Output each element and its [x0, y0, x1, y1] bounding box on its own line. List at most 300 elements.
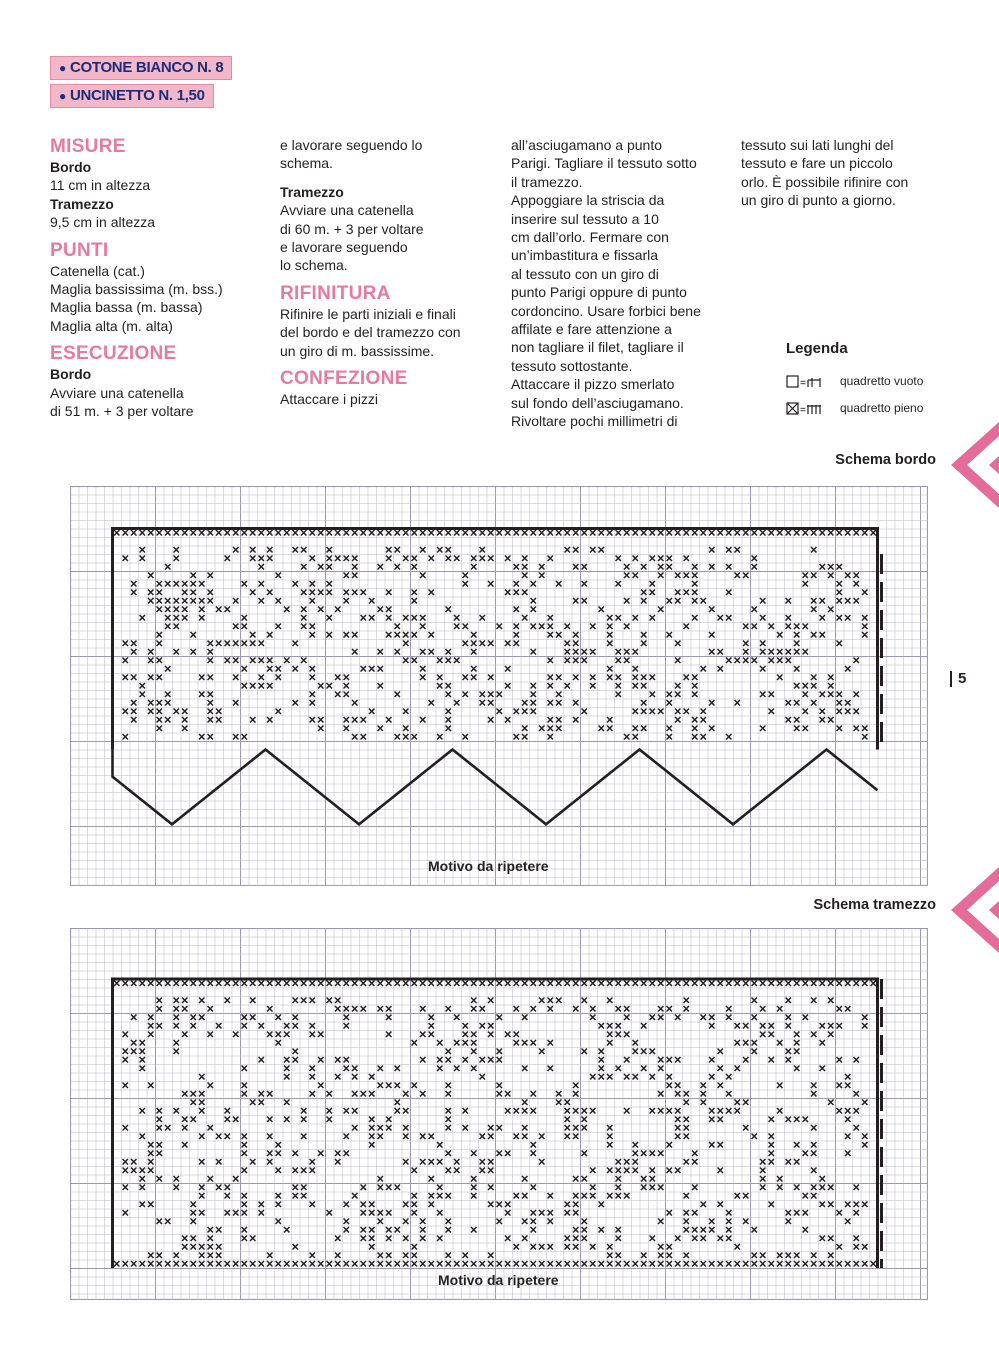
stitch-mark — [828, 717, 833, 722]
stitch-mark — [667, 1006, 672, 1011]
stitch-mark — [531, 649, 536, 654]
stitch-mark — [505, 717, 510, 722]
stitch-mark — [522, 556, 527, 561]
stitch-mark — [522, 981, 527, 986]
stitch-mark — [310, 700, 315, 705]
stitch-mark — [607, 615, 612, 620]
stitch-mark — [259, 683, 264, 688]
stitch-mark — [760, 1006, 765, 1011]
stitch-mark — [539, 1134, 544, 1139]
stitch-mark — [786, 598, 791, 603]
stitch-mark — [480, 641, 485, 646]
stitch-mark — [395, 1261, 400, 1266]
stitch-mark — [556, 1091, 561, 1096]
stitch-mark — [828, 1100, 833, 1105]
stitch-mark — [794, 726, 799, 731]
stitch-mark — [701, 530, 706, 535]
stitch-mark — [505, 1261, 510, 1266]
stitch-mark — [650, 590, 655, 595]
stitch-mark — [471, 530, 476, 535]
stitch-mark — [191, 632, 196, 637]
stitch-mark — [709, 1108, 714, 1113]
stitch-mark — [616, 1176, 621, 1181]
text-line: Appoggiare la striscia da — [511, 192, 665, 209]
stitch-mark — [369, 1125, 374, 1130]
stitch-mark — [369, 1244, 374, 1249]
stitch-mark — [259, 564, 264, 569]
stitch-mark — [446, 607, 451, 612]
stitch-mark — [403, 1159, 408, 1164]
stitch-mark — [641, 1151, 646, 1156]
stitch-mark — [658, 607, 663, 612]
stitch-mark — [794, 717, 799, 722]
stitch-mark — [131, 717, 136, 722]
stitch-mark — [828, 981, 833, 986]
stitch-mark — [624, 573, 629, 578]
stitch-mark — [582, 1193, 587, 1198]
stitch-mark — [335, 556, 340, 561]
stitch-mark — [310, 998, 315, 1003]
stitch-mark — [216, 717, 221, 722]
stitch-mark — [862, 624, 867, 629]
stitch-mark — [684, 1219, 689, 1224]
stitch-mark — [446, 547, 451, 552]
stitch-mark — [310, 581, 315, 586]
stitch-mark — [259, 1091, 264, 1096]
stitch-mark — [182, 598, 187, 603]
stitch-mark — [395, 530, 400, 535]
stitch-mark — [811, 1261, 816, 1266]
stitch-mark — [310, 666, 315, 671]
stitch-mark — [378, 564, 383, 569]
stitch-mark — [769, 1151, 774, 1156]
stitch-mark — [378, 530, 383, 535]
stitch-mark — [352, 981, 357, 986]
stitch-mark — [641, 641, 646, 646]
stitch-mark — [352, 556, 357, 561]
stitch-mark — [658, 1219, 663, 1224]
stitch-mark — [650, 1168, 655, 1173]
stitch-mark — [403, 1261, 408, 1266]
stitch-mark — [769, 1202, 774, 1207]
stitch-mark — [811, 1253, 816, 1258]
legend-empty — [786, 374, 956, 390]
stitch-mark — [616, 556, 621, 561]
stitch-mark — [539, 981, 544, 986]
stitch-mark — [488, 1253, 493, 1258]
stitch-mark — [803, 581, 808, 586]
stitch-mark — [140, 981, 145, 986]
stitch-mark — [854, 658, 859, 663]
stitch-mark — [386, 1210, 391, 1215]
stitch-mark — [514, 530, 519, 535]
stitch-mark — [471, 998, 476, 1003]
stitch-mark — [539, 624, 544, 629]
stitch-mark — [191, 1091, 196, 1096]
stitch-mark — [199, 1074, 204, 1079]
stitch-mark — [769, 981, 774, 986]
stitch-mark — [582, 981, 587, 986]
stitch-mark — [684, 1210, 689, 1215]
stitch-mark — [191, 1015, 196, 1020]
stitch-mark — [395, 692, 400, 697]
stitch-mark — [335, 1006, 340, 1011]
stitch-mark — [344, 1219, 349, 1224]
stitch-mark — [565, 1117, 570, 1122]
stitch-mark — [633, 573, 638, 578]
stitch-mark — [293, 641, 298, 646]
stitch-mark — [454, 1066, 459, 1071]
stitch-mark — [140, 556, 145, 561]
stitch-mark — [497, 1219, 502, 1224]
stitch-mark — [743, 649, 748, 654]
stitch-mark — [403, 981, 408, 986]
stitch-mark — [412, 598, 417, 603]
stitch-mark — [463, 573, 468, 578]
stitch-mark — [650, 1261, 655, 1266]
text-line: sul fondo dell’asciugamano. — [511, 394, 684, 411]
stitch-mark — [165, 692, 170, 697]
stitch-mark — [633, 530, 638, 535]
chevron-decoration-icon — [943, 867, 999, 953]
stitch-mark — [760, 1261, 765, 1266]
stitch-mark — [811, 998, 816, 1003]
text-line: Attaccare i pizzi — [280, 391, 379, 408]
stitch-mark — [522, 1134, 527, 1139]
stitch-mark — [684, 1261, 689, 1266]
stitch-mark — [157, 658, 162, 663]
stitch-mark — [769, 1032, 774, 1037]
stitch-mark — [301, 1261, 306, 1266]
stitch-mark — [871, 530, 876, 535]
stitch-mark — [446, 1193, 451, 1198]
stitch-mark — [471, 1261, 476, 1266]
column-1 — [50, 136, 270, 420]
stitch-mark — [488, 1125, 493, 1130]
stitch-mark — [769, 1023, 774, 1028]
stitch-mark — [369, 709, 374, 714]
stitch-mark — [191, 598, 196, 603]
stitch-mark — [327, 1108, 332, 1113]
stitch-mark — [735, 700, 740, 705]
stitch-mark — [386, 590, 391, 595]
stitch-mark — [327, 998, 332, 1003]
stitch-mark — [505, 1210, 510, 1215]
stitch-mark — [208, 675, 213, 680]
stitch-mark — [726, 1210, 731, 1215]
stitch-mark — [437, 530, 442, 535]
stitch-mark — [726, 564, 731, 569]
stitch-mark — [505, 1202, 510, 1207]
stitch-mark — [514, 709, 519, 714]
stitch-mark — [327, 615, 332, 620]
stitch-mark — [284, 1023, 289, 1028]
stitch-mark — [335, 981, 340, 986]
text-line: cm dall’orlo. Fermare con — [511, 229, 669, 246]
stitch-mark — [786, 649, 791, 654]
stitch-mark — [199, 581, 204, 586]
stitch-mark — [820, 598, 825, 603]
stitch-mark — [488, 556, 493, 561]
stitch-mark — [752, 1134, 757, 1139]
stitch-mark — [157, 1151, 162, 1156]
stitch-mark — [548, 1210, 553, 1215]
stitch-mark — [531, 1006, 536, 1011]
stitch-mark — [607, 1125, 612, 1130]
stitch-mark — [233, 1117, 238, 1122]
stitch-mark — [505, 1108, 510, 1113]
stitch-mark — [378, 1134, 383, 1139]
stitch-mark — [590, 675, 595, 680]
stitch-mark — [208, 717, 213, 722]
stitch-mark — [718, 666, 723, 671]
stitch-mark — [344, 573, 349, 578]
stitch-mark — [607, 624, 612, 629]
stitch-mark — [446, 692, 451, 697]
heading-punti: PUNTI — [50, 239, 109, 261]
stitch-mark — [420, 530, 425, 535]
stitch-mark — [395, 1083, 400, 1088]
stitch-mark — [565, 1202, 570, 1207]
stitch-mark — [471, 1032, 476, 1037]
tag-uncinetto-label: UNCINETTO N. 1,50 — [69, 87, 205, 104]
stitch-mark — [658, 1108, 663, 1113]
stitch-mark — [242, 1210, 247, 1215]
stitch-mark — [165, 1261, 170, 1266]
stitch-mark — [709, 1057, 714, 1062]
stitch-mark — [233, 1261, 238, 1266]
stitch-mark — [174, 615, 179, 620]
stitch-mark — [148, 1151, 153, 1156]
stitch-mark — [276, 598, 281, 603]
stitch-mark — [242, 1168, 247, 1173]
stitch-mark — [412, 1244, 417, 1249]
stitch-mark — [157, 981, 162, 986]
stitch-mark — [539, 564, 544, 569]
stitch-mark — [437, 1040, 442, 1045]
stitch-mark — [446, 1083, 451, 1088]
stitch-mark — [463, 1261, 468, 1266]
stitch-mark — [310, 717, 315, 722]
stitch-mark — [845, 1151, 850, 1156]
stitch-mark — [276, 1261, 281, 1266]
stitch-mark — [276, 1015, 281, 1020]
stitch-mark — [157, 717, 162, 722]
stitch-mark — [845, 1074, 850, 1079]
stitch-mark — [811, 1083, 816, 1088]
stitch-mark — [650, 1108, 655, 1113]
stitch-mark — [854, 530, 859, 535]
stitch-mark — [267, 683, 272, 688]
stitch-mark — [505, 981, 510, 986]
stitch-mark — [624, 598, 629, 603]
stitch-mark — [471, 649, 476, 654]
stitch-mark — [403, 1219, 408, 1224]
stitch-mark — [420, 615, 425, 620]
stitch-mark — [701, 734, 706, 739]
stitch-mark — [310, 530, 315, 535]
stitch-mark — [548, 615, 553, 620]
stitch-mark — [199, 981, 204, 986]
stitch-mark — [123, 981, 128, 986]
punti-item: Maglia bassissima (m. bss.) — [50, 281, 223, 298]
stitch-mark — [471, 1006, 476, 1011]
stitch-mark — [828, 1185, 833, 1190]
stitch-mark — [242, 1023, 247, 1028]
stitch-mark — [607, 632, 612, 637]
stitch-mark — [582, 1227, 587, 1232]
stitch-mark — [412, 556, 417, 561]
stitch-mark — [684, 675, 689, 680]
stitch-mark — [437, 1185, 442, 1190]
stitch-mark — [216, 709, 221, 714]
stitch-mark — [225, 641, 230, 646]
stitch-mark — [327, 981, 332, 986]
stitch-mark — [148, 700, 153, 705]
stitch-mark — [794, 981, 799, 986]
stitch-mark — [820, 692, 825, 697]
stitch-mark — [854, 726, 859, 731]
stitch-mark — [140, 1134, 145, 1139]
stitch-mark — [259, 981, 264, 986]
text-line: inserire sul tessuto a 10 — [511, 210, 659, 227]
stitch-mark — [352, 632, 357, 637]
stitch-mark — [463, 1253, 468, 1258]
stitch-mark — [480, 547, 485, 552]
stitch-mark — [225, 607, 230, 612]
stitch-mark — [522, 700, 527, 705]
stitch-mark — [191, 530, 196, 535]
stitch-mark — [488, 581, 493, 586]
stitch-mark — [735, 547, 740, 552]
stitch-mark — [505, 1032, 510, 1037]
stitch-mark — [709, 1261, 714, 1266]
stitch-mark — [505, 683, 510, 688]
stitch-mark — [140, 1066, 145, 1071]
stitch-mark — [531, 700, 536, 705]
stitch-mark — [301, 530, 306, 535]
stitch-mark — [310, 692, 315, 697]
stitch-mark — [692, 734, 697, 739]
stitch-mark — [590, 1185, 595, 1190]
stitch-mark — [276, 1193, 281, 1198]
stitch-mark — [718, 1202, 723, 1207]
stitch-mark — [743, 641, 748, 646]
stitch-mark — [522, 1015, 527, 1020]
stitch-mark — [607, 1074, 612, 1079]
stitch-mark — [786, 1253, 791, 1258]
stitch-mark — [514, 1040, 519, 1045]
stitch-mark — [446, 649, 451, 654]
stitch-mark — [148, 1142, 153, 1147]
stitch-mark — [378, 1253, 383, 1258]
stitch-mark — [565, 1236, 570, 1241]
stitch-mark — [284, 1261, 289, 1266]
stitch-mark — [488, 998, 493, 1003]
stitch-mark — [590, 624, 595, 629]
stitch-mark — [658, 1091, 663, 1096]
stitch-mark — [556, 632, 561, 637]
stitch-mark — [641, 1253, 646, 1258]
stitch-mark — [854, 1108, 859, 1113]
stitch-mark — [140, 615, 145, 620]
stitch-mark — [361, 1185, 366, 1190]
stitch-mark — [250, 530, 255, 535]
stitch-mark — [327, 590, 332, 595]
stitch-mark — [531, 1091, 536, 1096]
stitch-mark — [429, 1193, 434, 1198]
stitch-mark — [709, 632, 714, 637]
stitch-mark — [182, 1117, 187, 1122]
stitch-mark — [157, 1108, 162, 1113]
stitch-mark — [811, 573, 816, 578]
stitch-mark — [633, 1168, 638, 1173]
stitch-mark — [692, 981, 697, 986]
stitch-mark — [284, 1066, 289, 1071]
stitch-mark — [259, 1202, 264, 1207]
stitch-mark — [225, 998, 230, 1003]
stitch-mark — [658, 1057, 663, 1062]
stitch-mark — [794, 1032, 799, 1037]
stitch-mark — [182, 1032, 187, 1037]
stitch-mark — [590, 1168, 595, 1173]
stitch-mark — [692, 598, 697, 603]
text-line: cordoncino. Usare forbici bene — [511, 302, 701, 319]
stitch-mark — [131, 1015, 136, 1020]
stitch-mark — [658, 556, 663, 561]
stitch-mark — [199, 1244, 204, 1249]
stitch-mark — [633, 726, 638, 731]
stitch-mark — [301, 1193, 306, 1198]
stitch-mark — [429, 556, 434, 561]
label-tramezzo-2: Tramezzo — [280, 183, 344, 200]
stitch-mark — [276, 675, 281, 680]
stitch-mark — [837, 1023, 842, 1028]
stitch-mark — [420, 981, 425, 986]
stitch-mark — [590, 547, 595, 552]
stitch-mark — [692, 615, 697, 620]
stitch-mark — [616, 1159, 621, 1164]
stitch-mark — [242, 1134, 247, 1139]
stitch-mark — [726, 615, 731, 620]
stitch-mark — [522, 726, 527, 731]
stitch-mark — [675, 709, 680, 714]
stitch-mark — [344, 981, 349, 986]
stitch-mark — [514, 981, 519, 986]
stitch-mark — [522, 1193, 527, 1198]
stitch-mark — [743, 1261, 748, 1266]
stitch-mark — [140, 1261, 145, 1266]
stitch-mark — [565, 981, 570, 986]
stitch-mark — [777, 1185, 782, 1190]
stitch-mark — [182, 1236, 187, 1241]
stitch-mark — [760, 615, 765, 620]
stitch-mark — [344, 590, 349, 595]
stitch-mark — [378, 683, 383, 688]
stitch-mark — [412, 632, 417, 637]
stitch-mark — [590, 1193, 595, 1198]
stitch-mark — [191, 1023, 196, 1028]
stitch-mark — [675, 1091, 680, 1096]
stitch-mark — [225, 981, 230, 986]
stitch-mark — [522, 1100, 527, 1105]
stitch-mark — [845, 615, 850, 620]
stitch-mark — [412, 564, 417, 569]
stitch-mark — [616, 581, 621, 586]
stitch-mark — [446, 1091, 451, 1096]
stitch-mark — [752, 1040, 757, 1045]
stitch-mark — [480, 1023, 485, 1028]
